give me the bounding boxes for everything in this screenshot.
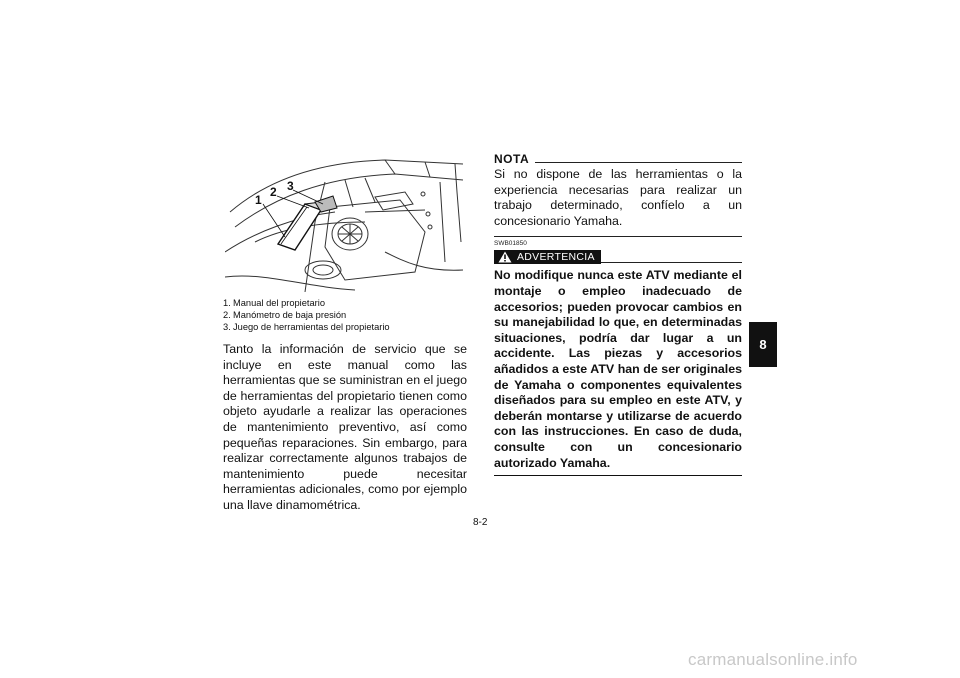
figure-captions <box>223 297 473 333</box>
nota-header <box>494 152 742 166</box>
callout-2: 2 <box>270 185 277 199</box>
callout-1: 1 <box>255 193 262 207</box>
right-column <box>494 152 742 476</box>
caption-item <box>223 321 473 333</box>
warning-header <box>494 249 742 264</box>
warning-triangle-icon <box>498 251 512 263</box>
warning-code: SWB01850 <box>494 240 527 248</box>
body-paragraph: Tanto la información de servicio que se incluye en este manual como las herramientas que se suministran en el juego de herramientas del propietario tienen como objeto ayudarle a realizar las operaciones de mantenimiento preventivo, así como pequeñas reparaciones. Sin embargo, para realizar correctamente algunos trabajos de mantenimiento puede necesitar herramientas adicionales, como por ejemplo una llave dinamométrica. <box>223 342 467 512</box>
nota-label: NOTA <box>494 152 530 166</box>
callout-3: 3 <box>287 179 294 193</box>
caption-item <box>223 297 473 309</box>
warning-divider <box>601 262 742 263</box>
chapter-tab: 8 <box>749 322 777 367</box>
caption-text: Manual del propietario <box>233 298 325 308</box>
watermark: carmanualsonline.info <box>688 650 858 669</box>
nota-divider <box>535 162 742 163</box>
atv-storage-drawing <box>225 152 465 292</box>
warning-badge <box>494 250 601 264</box>
caption-text: Manómetro de baja presión <box>233 310 347 320</box>
warning-end-rule <box>494 475 742 476</box>
tool-kit-illustration <box>225 152 465 292</box>
caption-number: 1. <box>223 298 231 308</box>
warning-text: No modifique nunca este ATV mediante el montaje o empleo inadecuado de accesorios; pueden provocar cambios en su manejabilidad lo que, en determinadas situaciones, podría dar lugar a un accidente. Las piezas y accesorios añadidos a este ATV han de ser originales de Yamaha o componentes equivalentes diseñados para su empleo en este ATV, y deberán montarse y utilizarse de acuerdo con las instrucciones. En caso de duda, consulte con un concesionario autorizado Yamaha. <box>494 268 742 470</box>
caption-text: Juego de herramientas del propietario <box>233 322 390 332</box>
page-number: 8-2 <box>473 517 488 528</box>
warning-label: ADVERTENCIA <box>517 250 595 263</box>
caption-number: 3. <box>223 322 231 332</box>
caption-item <box>223 309 473 321</box>
caption-number: 2. <box>223 310 231 320</box>
nota-end-rule <box>494 236 742 237</box>
nota-text: Si no dispone de las herramientas o la experiencia necesarias para realizar un trabajo determinado, confíelo a un concesionario Yamaha. <box>494 167 742 228</box>
